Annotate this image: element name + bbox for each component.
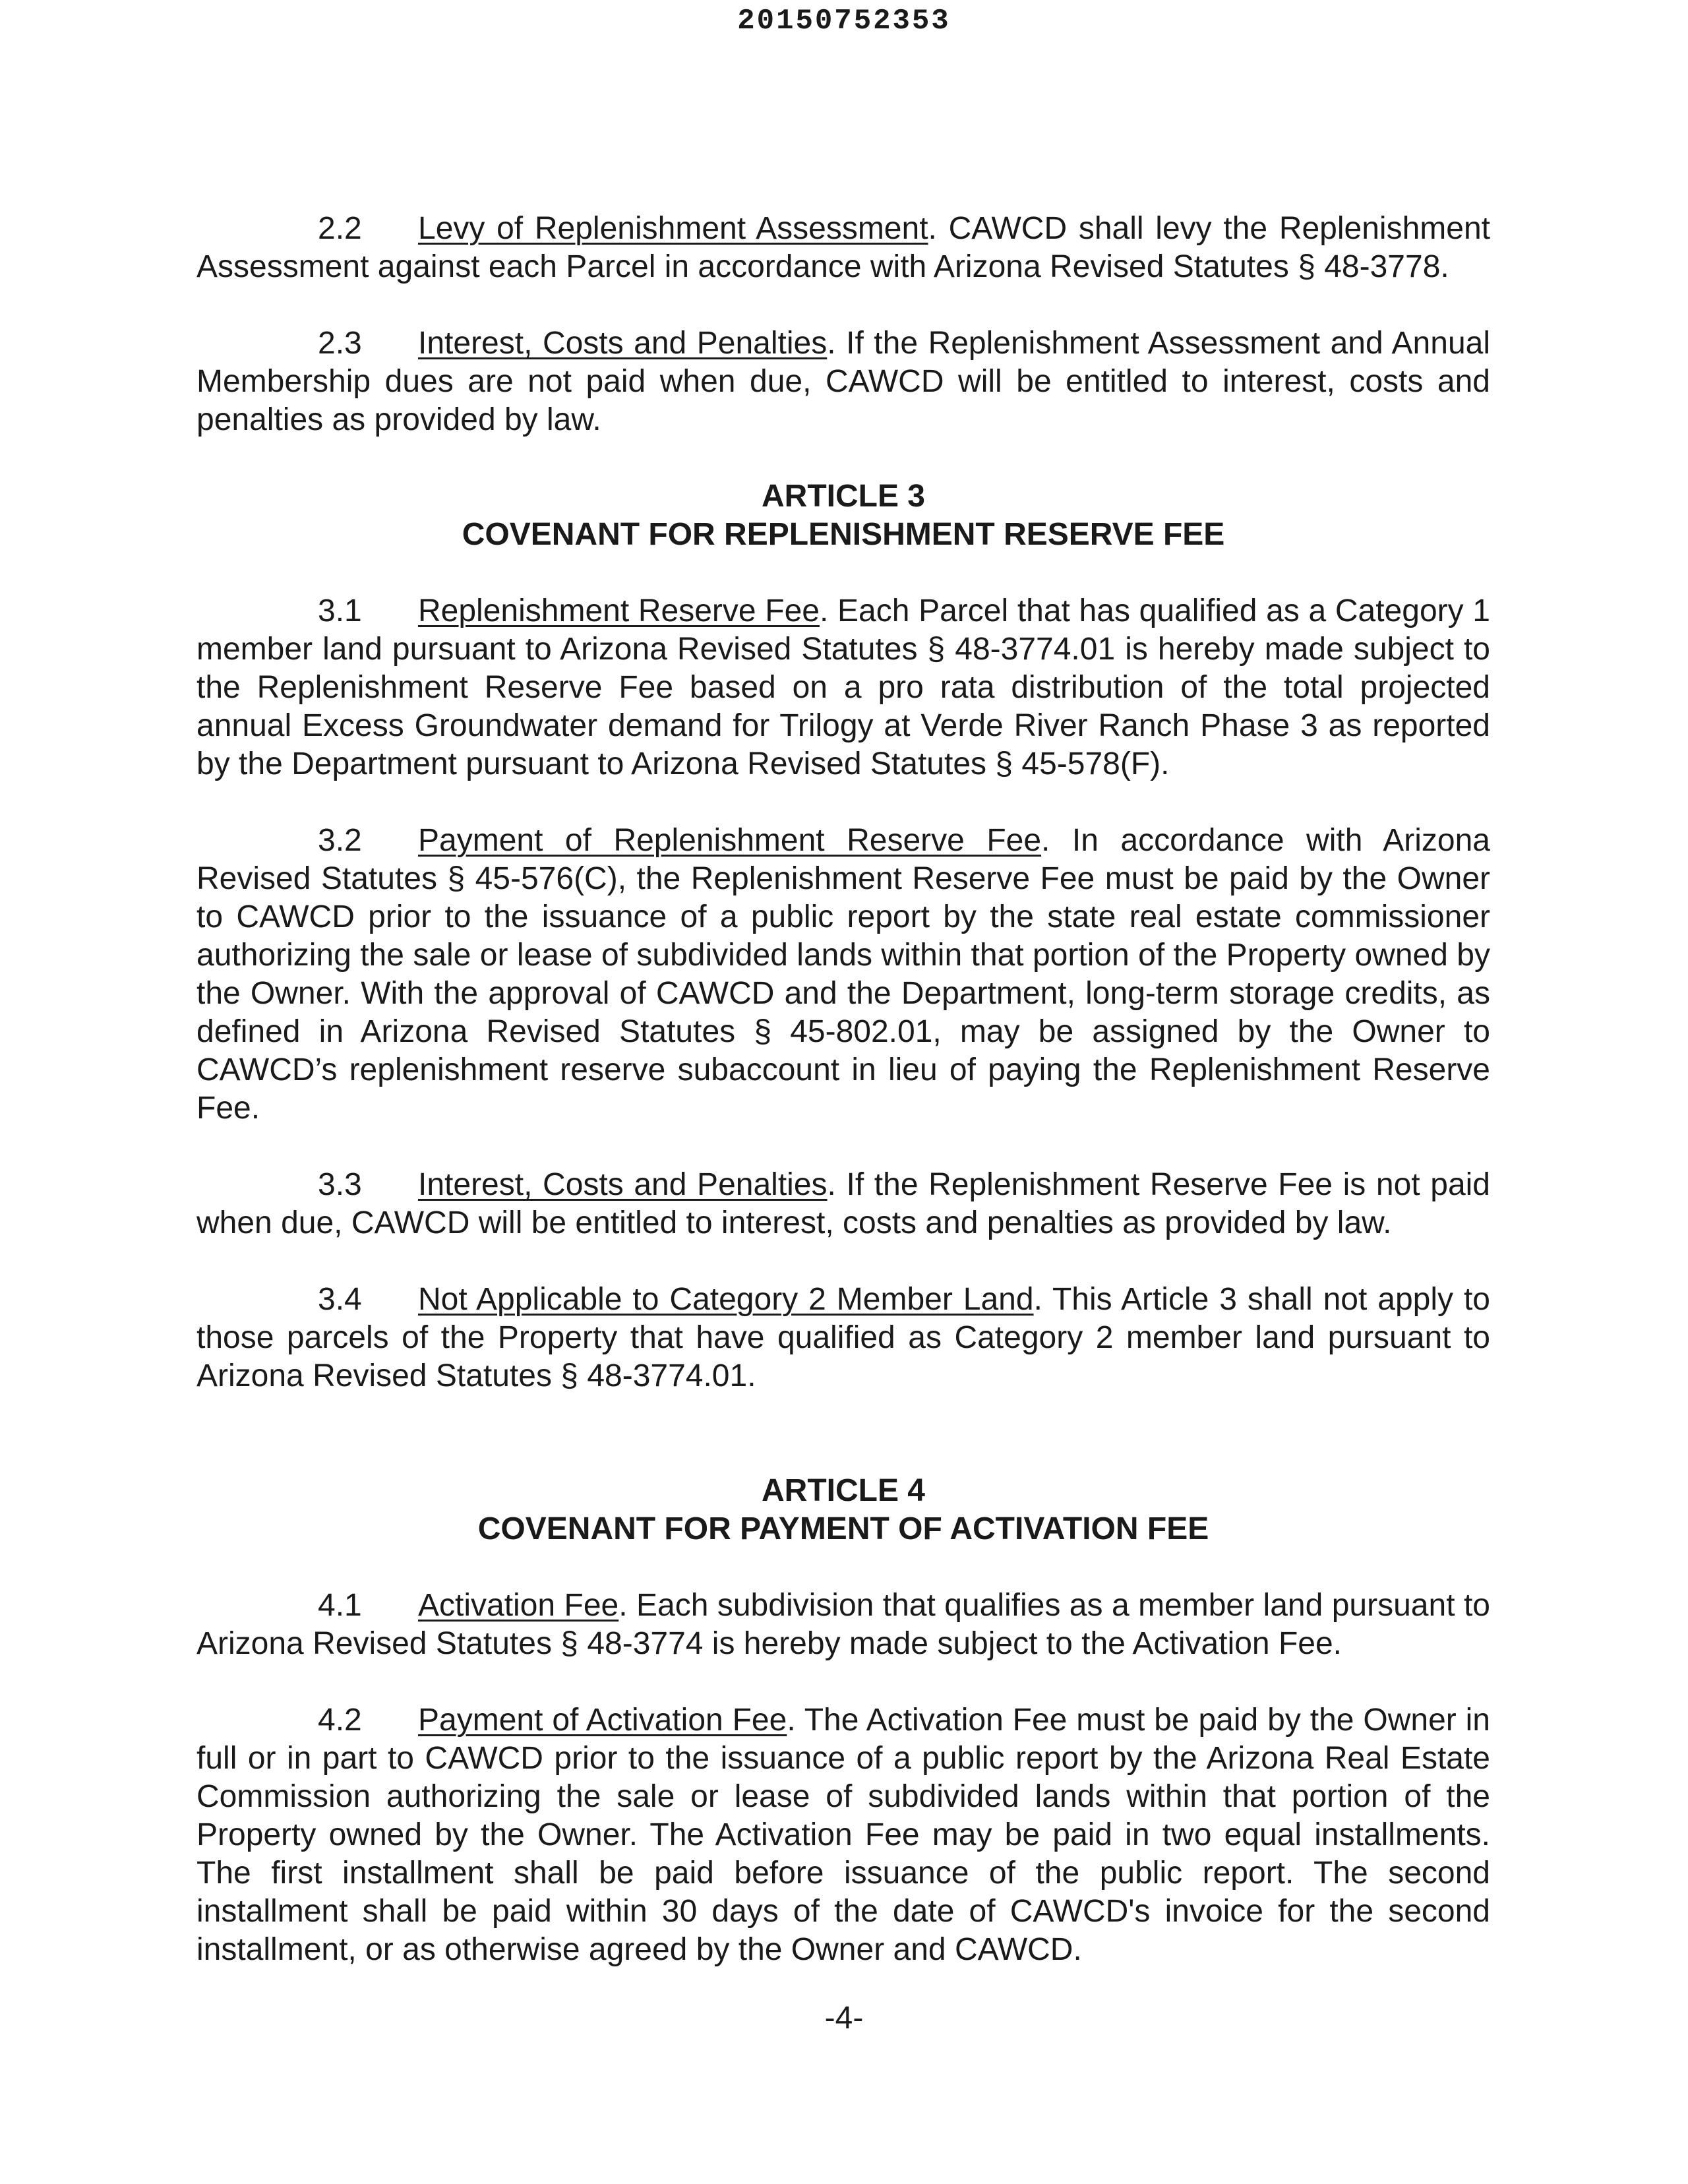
article-title: COVENANT FOR REPLENISHMENT RESERVE FEE: [462, 517, 1225, 552]
section-text: . The Activation Fee must be paid by the Owner in full or in part to CAWCD prior to the issuance of a public report by the Arizona Real Estate Commission authorizing the sale or lease of subdivided lands within that portion of the Property owned by the Owner. The Activation Fee may be paid in two equal installments. The first installment shall be paid before issuance of the public report. The second installment shall be paid within 30 days of the date of CAWCD's invoice for the second installment, or as otherwise agreed by the Owner and CAWCD.: [196, 1703, 1491, 1967]
article-label: ARTICLE 3: [761, 479, 925, 514]
section-text: . In accordance with Arizona Revised Statutes § 45-576(C), the Replenishment Reserve Fee must be paid by the Owner to CAWCD prior to the issuance of a public report by the state real estate commissioner authorizing the sale or lease of subdivided lands within that portion of the Property owned by the Owner. With the approval of CAWCD and the Department, long-term storage credits, as defined in Arizona Revised Statutes § 45-802.01, may be assigned by the Owner to CAWCD’s replenishment reserve subaccount in lieu of paying the Replenishment Reserve Fee.: [196, 823, 1490, 1126]
section-heading: Interest, Costs and Penalties: [418, 326, 828, 361]
article-3-heading: [196, 477, 1490, 554]
article-4-heading: [196, 1472, 1490, 1548]
section-heading: Replenishment Reserve Fee: [418, 593, 820, 628]
section-number: 3.1: [318, 593, 362, 628]
section-2-2: [196, 210, 1490, 286]
section-3-4: [196, 1281, 1490, 1395]
article-title: COVENANT FOR PAYMENT OF ACTIVATION FEE: [477, 1511, 1209, 1546]
section-text: . Each Parcel that has qualified as a Category 1 member land pursuant to Arizona Revised Statutes § 48-3774.01 is hereby made subject to the Replenishment Reserve Fee based on a pro rata distribution of the total projected annual Excess Groundwater demand for Trilogy at Verde River Ranch Phase 3 as reported by the Department pursuant to Arizona Revised Statutes § 45-578(F).: [196, 593, 1490, 781]
section-text: . This Article 3 shall not apply to those parcels of the Property that have qualified as Category 2 member land pursuant to Arizona Revised Statutes § 48-3774.01.: [196, 1282, 1491, 1393]
section-3-3: [196, 1166, 1490, 1242]
section-text: . If the Replenishment Reserve Fee is not paid when due, CAWCD will be entitled to interest, costs and penalties as provided by law.: [196, 1167, 1491, 1240]
section-number: 2.3: [318, 326, 362, 361]
section-number: 2.2: [318, 211, 362, 246]
section-text: . CAWCD shall levy the Replenishment Assessment against each Parcel in accordance with Arizona Revised Statutes § 48-3778.: [196, 211, 1491, 284]
section-text: . If the Replenishment Assessment and Annual Membership dues are not paid when due, CAWCD will be entitled to interest, costs and penalties as provided by law.: [196, 326, 1490, 437]
section-number: 4.1: [318, 1588, 362, 1623]
page-number: -4-: [824, 2001, 864, 2036]
section-3-1: [196, 592, 1490, 783]
section-4-2: [196, 1701, 1490, 1969]
section-number: 3.3: [318, 1167, 362, 1202]
section-heading: Activation Fee: [418, 1588, 619, 1623]
section-3-2: [196, 822, 1490, 1128]
recording-number: 20150752353: [737, 5, 951, 38]
section-4-1: [196, 1587, 1490, 1663]
section-heading: Not Applicable to Category 2 Member Land: [418, 1282, 1034, 1317]
section-number: 4.2: [318, 1703, 362, 1738]
section-2-3: [196, 324, 1490, 439]
article-label: ARTICLE 4: [761, 1473, 925, 1508]
section-heading: Payment of Replenishment Reserve Fee: [418, 823, 1042, 858]
document-body: [196, 210, 1490, 2007]
section-text: . Each subdivision that qualifies as a member land pursuant to Arizona Revised Statutes § 48-3774 is hereby made subject to the Activation Fee.: [196, 1588, 1490, 1661]
section-heading: Payment of Activation Fee: [418, 1703, 787, 1738]
section-heading: Interest, Costs and Penalties: [418, 1167, 828, 1202]
section-heading: Levy of Replenishment Assessment: [418, 211, 928, 246]
section-number: 3.4: [318, 1282, 362, 1317]
section-number: 3.2: [318, 823, 362, 858]
